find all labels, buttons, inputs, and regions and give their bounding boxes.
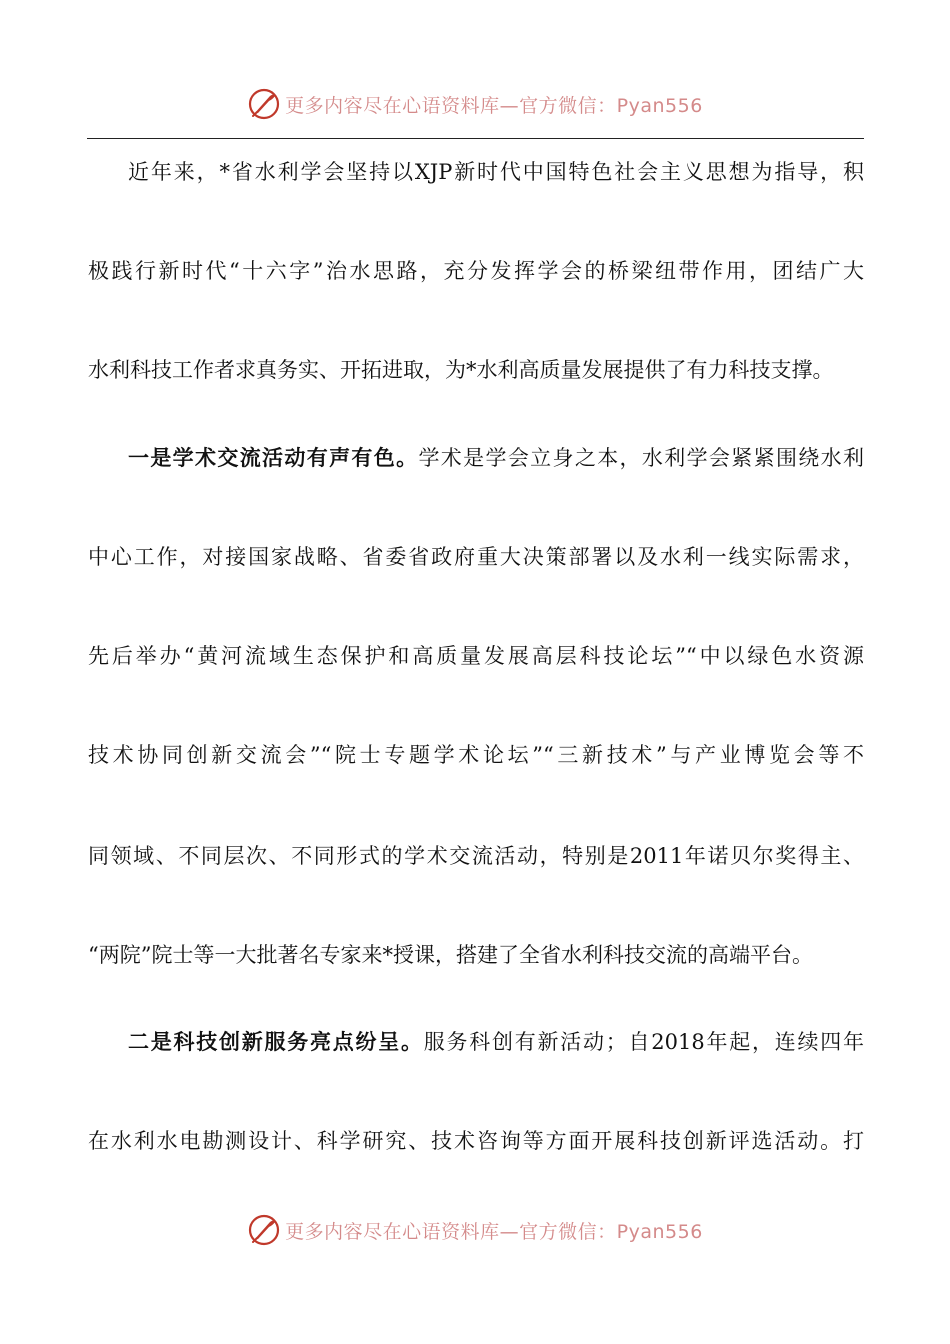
paragraph-lead-line [128, 1022, 864, 1062]
text-line: 技术协同创新交流会”“院士专题学术论坛”“三新技术”与产业博览会等不 [88, 743, 864, 767]
paragraph-text: 学术是学会立身之本，水利学会紧紧围绕水利 [418, 446, 864, 470]
paragraph-text: 服务科创有新活动；自2018年起，连续四年 [423, 1030, 864, 1054]
footer-watermark [0, 1210, 950, 1250]
text-line: “两院”院士等一大批著名专家来*授课，搭建了全省水利科技交流的高端平台。 [88, 943, 813, 967]
text-line: 水利科技工作者求真务实、开拓进取，为*水利高质量发展提供了有力科技支撑。 [88, 358, 834, 382]
paragraph-heading: 一是学术交流活动有声有色。 [128, 445, 419, 470]
header-rule [87, 138, 864, 139]
paragraph-heading: 二是科技创新服务亮点纷呈。 [128, 1029, 424, 1054]
text-line: 同领域、不同层次、不同形式的学术交流活动，特别是2011年诺贝尔奖得主、 [88, 844, 864, 868]
paragraph-lead-line [128, 438, 864, 478]
header-watermark [0, 84, 950, 124]
quill-logo-icon [247, 1213, 281, 1247]
quill-logo-icon [247, 87, 281, 121]
text-line: 极践行新时代“十六字”治水思路，充分发挥学会的桥梁纽带作用，团结广大 [88, 259, 864, 283]
text-line: 在水利水电勘测设计、科学研究、技术咨询等方面开展科技创新评选活动。打 [88, 1129, 864, 1153]
text-line: 先后举办“黄河流域生态保护和高质量发展高层科技论坛”“中以绿色水资源 [88, 644, 864, 668]
watermark-text: 更多内容尽在心语资料库—官方微信：Pyan556 [285, 94, 703, 117]
text-line: 近年来，*省水利学会坚持以XJP新时代中国特色社会主义思想为指导，积 [128, 160, 864, 184]
text-line: 中心工作，对接国家战略、省委省政府重大决策部署以及水利一线实际需求， [88, 545, 864, 569]
watermark-text: 更多内容尽在心语资料库—官方微信：Pyan556 [285, 1220, 703, 1243]
